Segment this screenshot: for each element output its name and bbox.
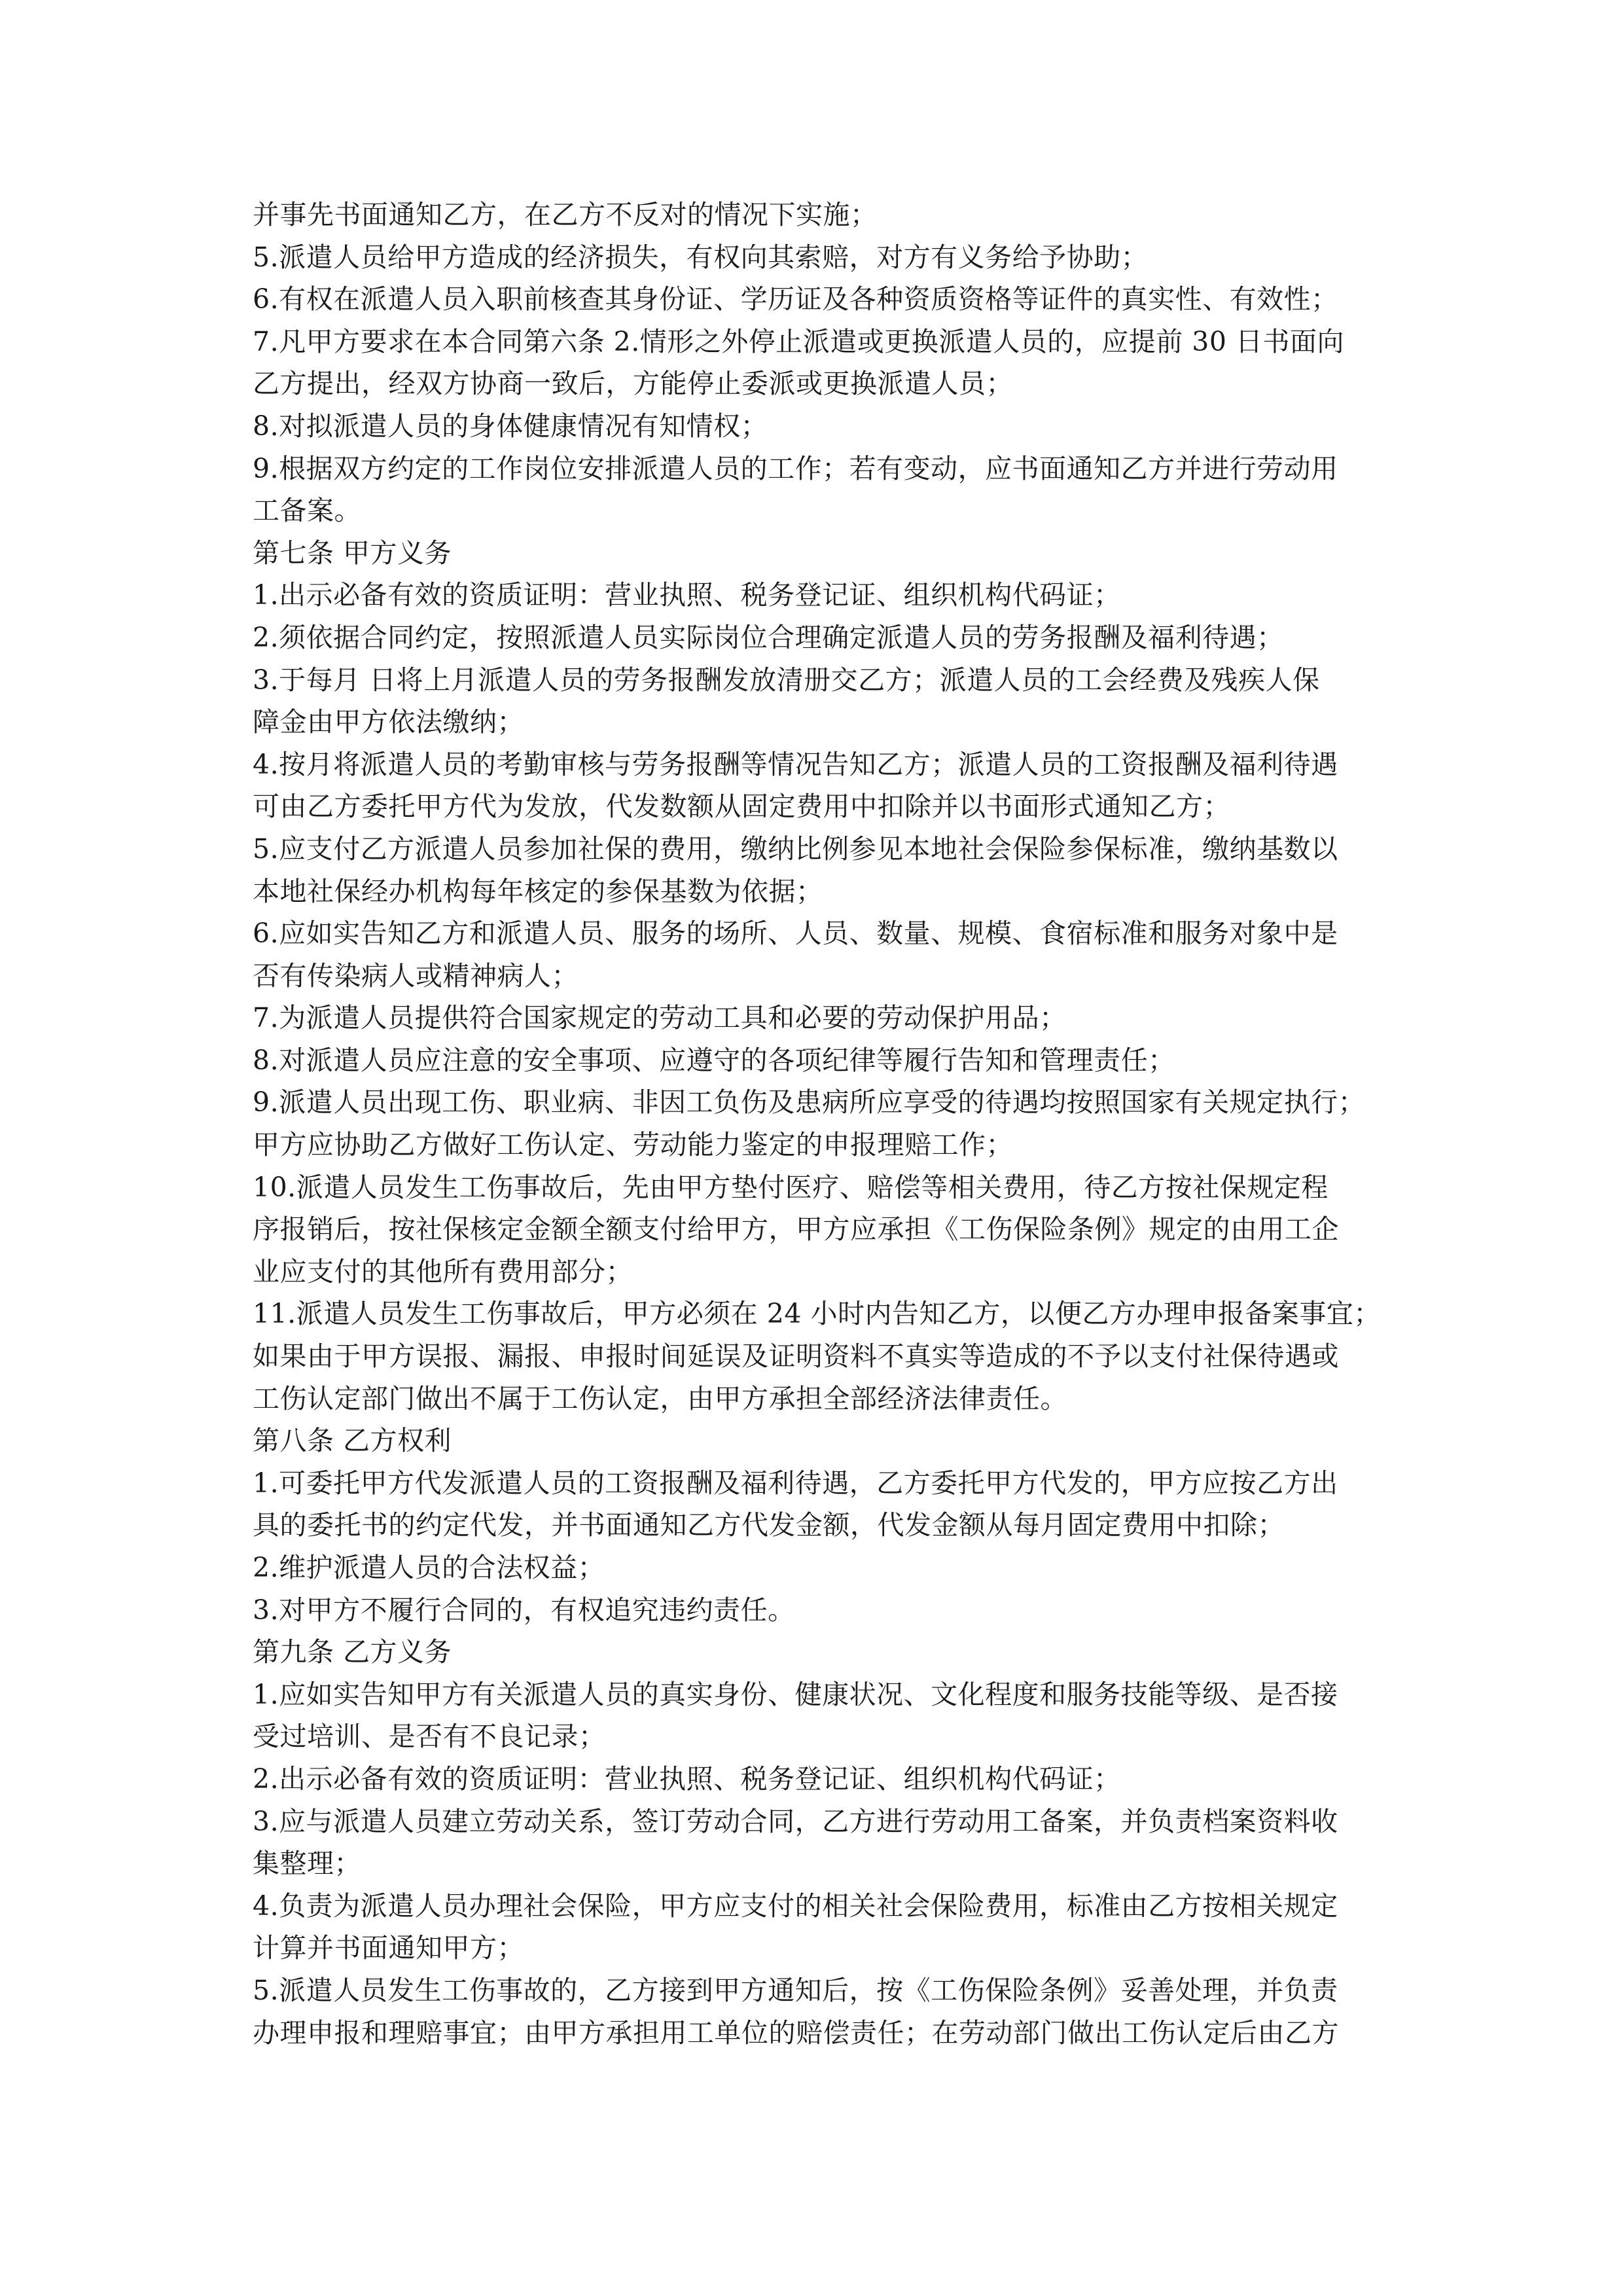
text-line: 3.对甲方不履行合同的，有权追究违约责任。 xyxy=(253,1594,795,1626)
text-line: 否有传染病人或精神病人； xyxy=(253,960,579,992)
text-line: 业应支付的其他所有费用部分； xyxy=(253,1255,633,1287)
text-line: 8.对派遣人员应注意的安全事项、应遵守的各项纪律等履行告知和管理责任； xyxy=(253,1044,1175,1076)
section-heading: 第九条 乙方义务 xyxy=(253,1636,452,1668)
text-line: 10.派遣人员发生工伤事故后，先由甲方垫付医疗、赔偿等相关费用，待乙方按社保规定程 xyxy=(253,1171,1329,1203)
text-line: 序报销后，按社保核定金额全额支付给甲方，甲方应承担《工伤保险条例》规定的由用工企 xyxy=(253,1213,1339,1246)
text-line: 3.于每月 日将上月派遣人员的劳务报酬发放清册交乙方；派遣人员的工会经费及残疾人保 xyxy=(253,664,1320,696)
text-line: 甲方应协助乙方做好工伤认定、劳动能力鉴定的申报理赔工作； xyxy=(253,1129,1013,1161)
text-line: 可由乙方委托甲方代为发放，代发数额从固定费用中扣除并以书面形式通知乙方； xyxy=(253,791,1230,823)
text-line: 2.须依据合同约定，按照派遣人员实际岗位合理确定派遣人员的劳务报酬及福利待遇； xyxy=(253,621,1284,653)
text-line: 障金由甲方依法缴纳； xyxy=(253,706,524,738)
text-line: 9.派遣人员出现工伤、职业病、非因工负伤及患病所应享受的待遇均按照国家有关规定执行； xyxy=(253,1086,1366,1119)
section-heading: 第八条 乙方权利 xyxy=(253,1425,452,1457)
text-line: 8.对拟派遣人员的身体健康情况有知情权； xyxy=(253,410,768,442)
text-line: 9.根据双方约定的工作岗位安排派遣人员的工作；若有变动，应书面通知乙方并进行劳动用 xyxy=(253,452,1338,484)
text-line: 工伤认定部门做出不属于工伤认定，由甲方承担全部经济法律责任。 xyxy=(253,1382,1067,1414)
text-line: 7.凡甲方要求在本合同第六条 2.情形之外停止派遣或更换派遣人员的，应提前 30 日书面向 xyxy=(253,325,1345,357)
section-heading: 第七条 甲方义务 xyxy=(253,537,452,569)
text-line: 办理申报和理赔事宜；由甲方承担用工单位的赔偿责任；在劳动部门做出工伤认定后由乙方 xyxy=(253,2017,1339,2049)
text-line: 计算并书面通知甲方； xyxy=(253,1932,524,1964)
text-line: 工备案。 xyxy=(253,495,361,527)
text-line: 1.可委托甲方代发派遣人员的工资报酬及福利待遇，乙方委托甲方代发的，甲方应按乙方出 xyxy=(253,1467,1338,1499)
text-line: 1.应如实告知甲方有关派遣人员的真实身份、健康状况、文化程度和服务技能等级、是否接 xyxy=(253,1678,1338,1710)
text-line: 集整理； xyxy=(253,1848,361,1880)
text-line: 2.出示必备有效的资质证明：营业执照、税务登记证、组织机构代码证； xyxy=(253,1763,1121,1795)
text-line: 7.为派遣人员提供符合国家规定的劳动工具和必要的劳动保护用品； xyxy=(253,1002,1067,1034)
text-line: 4.负责为派遣人员办理社会保险，甲方应支付的相关社会保险费用，标准由乙方按相关规定 xyxy=(253,1890,1338,1922)
text-line: 5.应支付乙方派遣人员参加社保的费用，缴纳比例参见本地社会保险参保标准，缴纳基数以 xyxy=(253,833,1338,865)
document-page xyxy=(253,194,1381,2054)
text-line: 受过培训、是否有不良记录； xyxy=(253,1721,606,1753)
text-line: 5.派遣人员给甲方造成的经济损失，有权向其索赔，对方有义务给予协助； xyxy=(253,241,1149,273)
text-line: 并事先书面通知乙方，在乙方不反对的情况下实施； xyxy=(253,199,878,230)
text-line: 2.维护派遣人员的合法权益； xyxy=(253,1552,605,1583)
text-line: 如果由于甲方误报、漏报、申报时间延误及证明资料不真实等造成的不予以支付社保待遇或 xyxy=(253,1340,1339,1372)
text-line: 3.应与派遣人员建立劳动关系，签订劳动合同，乙方进行劳动用工备案，并负责档案资料收 xyxy=(253,1805,1338,1837)
text-line: 11.派遣人员发生工伤事故后，甲方必须在 24 小时内告知乙方，以便乙方办理申报备案事宜； xyxy=(253,1298,1381,1330)
text-line: 1.出示必备有效的资质证明：营业执照、税务登记证、组织机构代码证； xyxy=(253,579,1121,611)
text-line: 具的委托书的约定代发，并书面通知乙方代发金额，代发金额从每月固定费用中扣除； xyxy=(253,1509,1285,1541)
text-line: 4.按月将派遣人员的考勤审核与劳务报酬等情况告知乙方；派遣人员的工资报酬及福利待遇 xyxy=(253,748,1338,780)
text-line: 6.有权在派遣人员入职前核查其身份证、学历证及各种资质资格等证件的真实性、有效性； xyxy=(253,283,1338,315)
text-line: 6.应如实告知乙方和派遣人员、服务的场所、人员、数量、规模、食宿标准和服务对象中是 xyxy=(253,918,1338,950)
text-line: 乙方提出，经双方协商一致后，方能停止委派或更换派遣人员； xyxy=(253,368,1013,400)
text-line: 5.派遣人员发生工伤事故的，乙方接到甲方通知后，按《工伤保险条例》妥善处理，并负责 xyxy=(253,1974,1338,2006)
text-line: 本地社保经办机构每年核定的参保基数为依据； xyxy=(253,875,823,907)
